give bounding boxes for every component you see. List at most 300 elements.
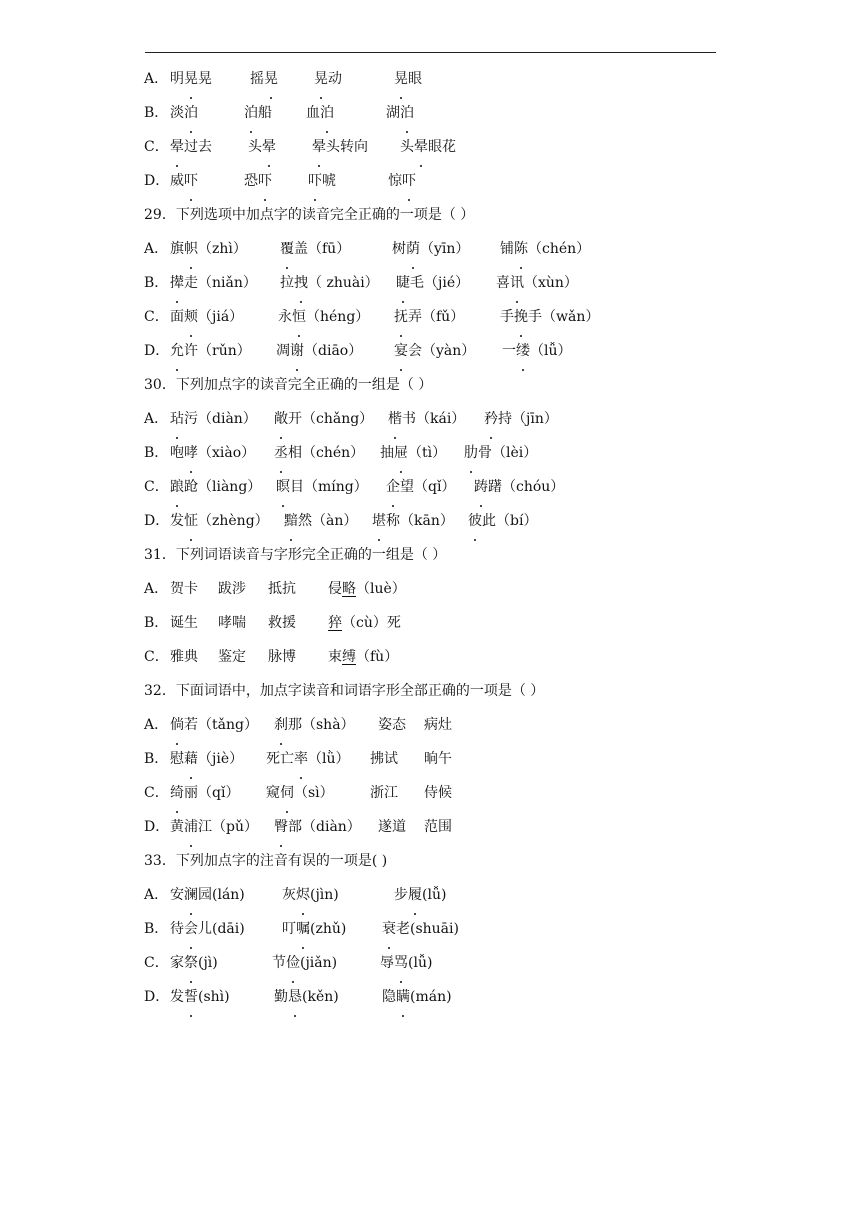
option-term <box>170 642 218 672</box>
term-text: 唬 <box>322 173 336 189</box>
term-text: 眼花 <box>428 139 456 155</box>
term-text: 黄 <box>170 819 184 835</box>
dotted-char: 踌 <box>474 472 488 502</box>
term-text: 慰 <box>170 751 184 767</box>
term-text: （cù）死 <box>342 615 401 631</box>
dotted-char: 吓 <box>184 166 198 196</box>
option-term <box>394 880 474 910</box>
option-term <box>170 336 276 366</box>
term-text: 凋 <box>276 343 290 359</box>
option-label: C． <box>144 785 169 801</box>
term-text: 园(lán) <box>198 887 245 903</box>
answer-option <box>144 64 744 98</box>
answer-option <box>144 574 744 608</box>
dotted-char: 恳 <box>288 982 302 1012</box>
option-term <box>272 948 380 978</box>
dotted-char: 烬 <box>296 880 310 910</box>
option-term <box>280 234 392 264</box>
term-text: （tì） <box>408 445 447 461</box>
option-term <box>278 302 394 332</box>
dotted-char: 允 <box>170 336 184 366</box>
term-text: 若（tǎng） <box>184 717 258 733</box>
option-term <box>274 438 380 468</box>
option-term <box>314 64 394 94</box>
option-term <box>248 132 312 162</box>
term-text: 摇 <box>250 71 264 87</box>
term-text: 许（rǔn） <box>184 343 251 359</box>
dotted-char: 衰 <box>382 914 396 944</box>
option-term <box>312 132 400 162</box>
option-term <box>218 642 268 672</box>
option-term <box>170 608 218 638</box>
term-text: 此（bí） <box>482 513 538 529</box>
term-text: 血 <box>306 105 320 121</box>
question-stem: 29．下列选项中加点字的读音完全正确的一项是（ ） <box>144 207 475 223</box>
dotted-char: 颊 <box>184 302 198 332</box>
term-text: 恐 <box>244 173 258 189</box>
dotted-char: 帜 <box>184 234 198 264</box>
dotted-char: 泊 <box>184 98 198 128</box>
option-term <box>306 98 386 128</box>
answer-option <box>144 132 744 166</box>
term-text: 步 <box>394 887 408 903</box>
answer-option <box>144 234 744 268</box>
term-text: 雅典 <box>170 649 198 665</box>
option-term <box>170 234 280 264</box>
answer-option <box>144 778 744 812</box>
option-label: D． <box>144 173 170 189</box>
option-term <box>502 336 602 366</box>
option-term <box>170 98 244 128</box>
answer-option <box>144 336 744 370</box>
answer-option <box>144 608 744 642</box>
dotted-char: 澜 <box>184 880 198 910</box>
dotted-char: 藉 <box>184 744 198 774</box>
option-term <box>392 234 500 264</box>
dotted-char: 誓 <box>184 982 198 1012</box>
term-text: 侵 <box>328 581 342 597</box>
term-text: (mán) <box>410 989 452 1005</box>
option-term <box>500 234 600 264</box>
option-label: D． <box>144 819 170 835</box>
term-text: (zhǔ) <box>310 921 347 937</box>
option-term <box>170 880 282 910</box>
option-term <box>282 914 382 944</box>
dotted-char: 吓 <box>258 166 272 196</box>
term-text: （zhèng） <box>198 513 269 529</box>
term-text: 窥 <box>266 785 280 801</box>
option-term <box>394 336 502 366</box>
option-term <box>280 268 396 298</box>
answer-option <box>144 166 744 200</box>
option-term <box>388 166 448 196</box>
option-label: B． <box>144 615 169 631</box>
answer-option <box>144 268 744 302</box>
term-text: 束 <box>328 649 342 665</box>
term-text: 湖 <box>386 105 400 121</box>
option-term <box>378 812 424 842</box>
term-text: 安 <box>170 887 184 903</box>
term-text: 跋涉 <box>218 581 246 597</box>
dotted-char: 倘 <box>170 710 184 740</box>
dotted-char: 骂 <box>394 948 408 978</box>
dotted-char: 晃 <box>264 64 278 94</box>
term-text: 脉博 <box>268 649 296 665</box>
term-text: 隐 <box>382 989 396 1005</box>
option-term <box>382 982 462 1012</box>
term-text: 头转向 <box>326 139 368 155</box>
option-term <box>274 710 378 740</box>
term-text: 惊 <box>388 173 402 189</box>
term-text: (lǚ) <box>408 955 433 971</box>
term-text: 江（pǔ） <box>198 819 258 835</box>
option-term <box>328 642 418 672</box>
term-text: 毛（jié） <box>410 275 470 291</box>
term-text: （ zhuài） <box>308 275 379 291</box>
dotted-char: 踉 <box>170 472 184 502</box>
dotted-char: 荫 <box>406 234 420 264</box>
option-term <box>244 98 306 128</box>
option-label: B． <box>144 275 169 291</box>
option-term <box>424 710 484 740</box>
term-text: 拉 <box>280 275 294 291</box>
option-term <box>394 64 454 94</box>
option-term <box>380 438 464 468</box>
dotted-char: 晃 <box>314 64 328 94</box>
dotted-char: 晕 <box>312 132 326 162</box>
answer-option <box>144 812 744 846</box>
option-term <box>378 710 424 740</box>
dotted-char: 宴 <box>394 336 408 366</box>
option-term <box>170 166 244 196</box>
term-text: 救援 <box>268 615 296 631</box>
option-term <box>380 948 460 978</box>
option-term <box>170 506 284 536</box>
answer-option <box>144 982 744 1016</box>
term-text: （fù） <box>356 649 399 665</box>
option-term <box>284 506 372 536</box>
term-text: 叮 <box>282 921 296 937</box>
option-label: C． <box>144 139 169 155</box>
term-text: （lǜ） <box>308 751 350 767</box>
dotted-char: 恒 <box>292 302 306 332</box>
term-text: 船 <box>258 105 272 121</box>
option-term <box>274 404 388 434</box>
underlined-char: 略 <box>342 581 356 597</box>
term-text: （sì） <box>294 785 334 801</box>
option-term <box>424 812 484 842</box>
term-text: （luè） <box>356 581 406 597</box>
answer-option <box>144 404 744 438</box>
underlined-char: 猝 <box>328 615 342 631</box>
term-text: 明 <box>170 71 184 87</box>
term-text: 儿(dāi) <box>198 921 245 937</box>
term-text: 树 <box>392 241 406 257</box>
dotted-char: 绮 <box>170 778 184 808</box>
dotted-char: 吓 <box>308 166 322 196</box>
dotted-char: 玷 <box>170 404 184 434</box>
term-text: 抽 <box>380 445 394 461</box>
term-text: （zhì） <box>198 241 247 257</box>
dotted-char: 丞 <box>274 438 288 468</box>
option-term <box>170 64 250 94</box>
underlined-char: 缚 <box>342 649 356 665</box>
term-text: 待 <box>170 921 184 937</box>
dotted-char: 陈 <box>514 234 528 264</box>
option-term <box>170 404 274 434</box>
option-label: C． <box>144 955 169 971</box>
dotted-char: 瞒 <box>396 982 410 1012</box>
term-text: 手（wǎn） <box>528 309 600 325</box>
term-text: 称（kān） <box>386 513 454 529</box>
option-term <box>386 472 474 502</box>
option-term <box>328 608 418 638</box>
dotted-char: 晕 <box>414 132 428 162</box>
answer-option <box>144 744 744 778</box>
term-text: 持（jīn） <box>498 411 558 427</box>
option-label: C． <box>144 479 169 495</box>
term-text: （jiè） <box>198 751 244 767</box>
term-text: 骨（lèi） <box>478 445 538 461</box>
term-text: (jì) <box>198 955 218 971</box>
question-stem: 33．下列加点字的注音有误的一项是( ) <box>144 853 388 869</box>
question-stem: 31．下列词语读音与字形完全正确的一组是（ ） <box>144 547 447 563</box>
dotted-char: 缕 <box>516 336 530 366</box>
dotted-char: 晕 <box>262 132 276 162</box>
dotted-char: 抚 <box>394 302 408 332</box>
term-text: 发 <box>170 989 184 1005</box>
option-term <box>268 574 328 604</box>
option-label: A． <box>144 887 169 903</box>
option-term <box>218 574 268 604</box>
dotted-char: 怔 <box>184 506 198 536</box>
option-term <box>386 98 446 128</box>
answer-option <box>144 438 744 472</box>
option-term <box>328 574 418 604</box>
option-term <box>170 302 278 332</box>
term-text: 死亡 <box>266 751 294 767</box>
dotted-char: 楷 <box>388 404 402 434</box>
dotted-char: 臀 <box>274 812 288 842</box>
term-text: (kěn) <box>302 989 339 1005</box>
term-text: 书（kái） <box>402 411 466 427</box>
option-label: D． <box>144 989 170 1005</box>
term-text: (shì) <box>198 989 230 1005</box>
dotted-char: 率 <box>294 744 308 774</box>
option-term <box>268 642 328 672</box>
option-term <box>474 472 574 502</box>
dotted-char: 履 <box>408 880 422 910</box>
option-term <box>244 166 308 196</box>
term-text: 会（yàn） <box>408 343 476 359</box>
answer-option <box>144 506 744 540</box>
dotted-char: 彼 <box>468 506 482 536</box>
term-text: 相（chén） <box>288 445 365 461</box>
option-term <box>250 64 314 94</box>
option-term <box>170 268 280 298</box>
term-text: 丽（qǐ） <box>184 785 240 801</box>
option-term <box>266 744 370 774</box>
option-label: A． <box>144 581 169 597</box>
option-term <box>170 778 266 808</box>
header-rule <box>145 52 716 53</box>
option-term <box>400 132 480 162</box>
dotted-char: 撵 <box>170 268 184 298</box>
option-term <box>170 438 274 468</box>
term-text: 浙江 <box>370 785 398 801</box>
term-text: 范围 <box>424 819 452 835</box>
term-text: 永 <box>278 309 292 325</box>
option-term <box>170 574 218 604</box>
term-text: 头 <box>248 139 262 155</box>
option-term <box>170 132 248 162</box>
option-term <box>170 812 274 842</box>
dotted-char: 企 <box>386 472 400 502</box>
option-term <box>282 880 394 910</box>
term-text: 姿态 <box>378 717 406 733</box>
option-term <box>496 268 596 298</box>
option-term <box>500 302 600 332</box>
term-text: 眼 <box>408 71 422 87</box>
option-term <box>468 506 568 536</box>
term-text: （chén） <box>528 241 591 257</box>
term-text: 铺 <box>500 241 514 257</box>
term-text: 灰 <box>282 887 296 903</box>
term-text: 侍候 <box>424 785 452 801</box>
term-text: 遂道 <box>378 819 406 835</box>
dotted-char: 睫 <box>396 268 410 298</box>
term-text: （diāo） <box>304 343 363 359</box>
term-text: 勤 <box>274 989 288 1005</box>
term-text: 那（shà） <box>288 717 355 733</box>
dotted-char: 讯 <box>510 268 524 298</box>
question-stem: 30．下列加点字的读音完全正确的一组是（ ） <box>144 377 433 393</box>
option-term <box>218 608 268 638</box>
dotted-char: 肋 <box>464 438 478 468</box>
option-term <box>308 166 388 196</box>
question-stem: 32．下面词语中，加点字读音和词语字形全部正确的一项是（ ） <box>144 683 545 699</box>
option-term <box>170 914 282 944</box>
option-term <box>424 778 484 808</box>
option-label: A． <box>144 71 169 87</box>
dotted-char: 泊 <box>320 98 334 128</box>
dotted-char: 晃 <box>184 64 198 94</box>
option-term <box>370 778 424 808</box>
term-text: 开（chǎng） <box>288 411 374 427</box>
dotted-char: 谢 <box>290 336 304 366</box>
term-text: 病灶 <box>424 717 452 733</box>
term-text: (jiǎn) <box>300 955 338 971</box>
dotted-char: 瞑 <box>276 472 290 502</box>
term-text: 弄（fǔ） <box>408 309 465 325</box>
answer-option <box>144 642 744 676</box>
option-term <box>274 982 382 1012</box>
term-text: 头 <box>400 139 414 155</box>
dotted-char: 刹 <box>274 710 288 740</box>
term-text: （jiá） <box>198 309 244 325</box>
option-term <box>268 608 328 638</box>
option-term <box>388 404 484 434</box>
option-term <box>382 914 472 944</box>
dotted-char: 祭 <box>184 948 198 978</box>
term-text: 望（qǐ） <box>400 479 456 495</box>
dotted-char: 浦 <box>184 812 198 842</box>
dotted-char: 俭 <box>286 948 300 978</box>
dotted-char: 黯 <box>284 506 298 536</box>
dotted-char: 泊 <box>244 98 258 128</box>
option-term <box>170 948 272 978</box>
option-label: B． <box>144 105 169 121</box>
term-text: 淡 <box>170 105 184 121</box>
answer-option <box>144 710 744 744</box>
dotted-char: 拽 <box>294 268 308 298</box>
dotted-char: 挽 <box>514 302 528 332</box>
option-term <box>370 744 424 774</box>
term-text: 喜 <box>496 275 510 291</box>
dotted-char: 晃 <box>394 64 408 94</box>
term-text: 然（àn） <box>298 513 358 529</box>
term-text: 鉴定 <box>218 649 246 665</box>
term-text: 晃 <box>198 71 212 87</box>
term-text: (lǚ) <box>422 887 447 903</box>
term-text: 诞生 <box>170 615 198 631</box>
term-text: 拂试 <box>370 751 398 767</box>
term-text: 威 <box>170 173 184 189</box>
term-text: 部（diàn） <box>288 819 361 835</box>
term-text: （xiào） <box>198 445 256 461</box>
dotted-char: 覆 <box>280 234 294 264</box>
term-text: 盖（fū） <box>294 241 351 257</box>
term-text: （lǚ） <box>530 343 572 359</box>
term-text: （yīn） <box>420 241 470 257</box>
term-text: (jìn) <box>310 887 339 903</box>
option-label: B． <box>144 445 169 461</box>
term-text: 躇（chóu） <box>488 479 565 495</box>
term-text: 晌午 <box>424 751 452 767</box>
term-text: 辱 <box>380 955 394 971</box>
term-text: 走（niǎn） <box>184 275 257 291</box>
answer-option <box>144 948 744 982</box>
dotted-char: 嘱 <box>296 914 310 944</box>
term-text: 旗 <box>170 241 184 257</box>
dotted-char: 堪 <box>372 506 386 536</box>
term-text: 咆 <box>170 445 184 461</box>
answer-option <box>144 880 744 914</box>
option-term <box>394 302 500 332</box>
term-text: （héng） <box>306 309 370 325</box>
answer-option <box>144 914 744 948</box>
term-text: 家 <box>170 955 184 971</box>
option-label: A． <box>144 717 169 733</box>
option-label: C． <box>144 649 169 665</box>
option-term <box>464 438 564 468</box>
term-text: 贺卡 <box>170 581 198 597</box>
term-text: 抵抗 <box>268 581 296 597</box>
option-label: C． <box>144 309 169 325</box>
term-text: （xùn） <box>524 275 578 291</box>
term-text: 老(shuāi) <box>396 921 459 937</box>
dotted-char: 会 <box>184 914 198 944</box>
answer-option <box>144 472 744 506</box>
term-text: 动 <box>328 71 342 87</box>
option-term <box>170 472 276 502</box>
question-list <box>144 64 744 1016</box>
dotted-char: 晕 <box>170 132 184 162</box>
option-label: B． <box>144 921 169 937</box>
option-term <box>396 268 496 298</box>
option-label: D． <box>144 343 170 359</box>
term-text: 手 <box>500 309 514 325</box>
